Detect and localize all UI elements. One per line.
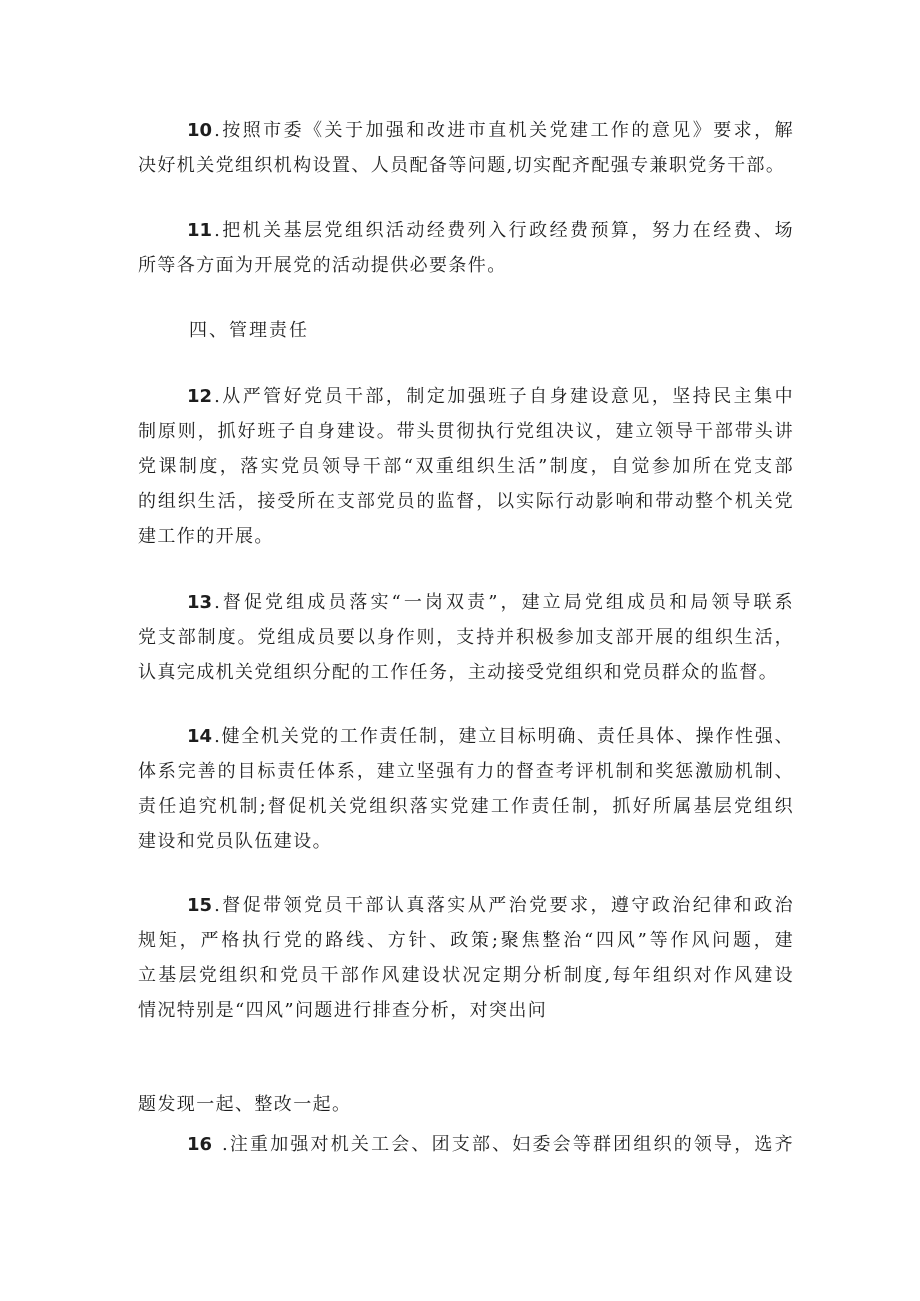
paragraph-10 [138, 113, 794, 183]
paragraph-13 [138, 585, 794, 690]
paragraph-16 [138, 1127, 794, 1162]
paragraph-line [138, 1127, 794, 1162]
paragraph-12 [138, 379, 794, 554]
item-number: 14 [187, 726, 213, 747]
line-text: 督促带领党员干部认真落实从严治党要求，遵守政治纪律和政治 [221, 895, 794, 916]
paragraph-line: 情况特别是“四风”问题进行排查分析，对突出问 [138, 1000, 548, 1021]
paragraph-15 [138, 888, 794, 1028]
paragraph-line: 15 .督促带领党员干部认真落实从严治党要求，遵守政治纪律和政治 [187, 895, 794, 916]
line-text: 健全机关党的工作责任制，建立目标明确、责任具体、操作性强、 [221, 726, 794, 747]
line-text: .注重加强对机关工会、团支部、妇委会等群团组织的领导，选齐 [214, 1134, 794, 1155]
item-number: 12 [187, 386, 213, 407]
paragraph-15-continuation [138, 1087, 794, 1122]
paragraph-line: 的组织生活，接受所在支部党员的监督，以实际行动影响和带动整个机关党 [138, 491, 794, 512]
paragraph-line: 12 .从严管好党员干部，制定加强班子自身建设意见，坚持民主集中 [187, 386, 794, 407]
line-text: 从严管好党员干部，制定加强班子自身建设意见，坚持民主集中 [221, 386, 794, 407]
paragraph-line: 所等各方面为开展党的活动提供必要条件。 [138, 255, 507, 276]
paragraph-line: 13 .督促党组成员落实“一岗双责”，建立局党组成员和局领导联系 [187, 592, 794, 613]
item-number: 16 [187, 1134, 213, 1155]
line-text: 督促党组成员落实“一岗双责”，建立局党组成员和局领导联系 [221, 592, 794, 613]
paragraph-line: 规矩，严格执行党的路线、方针、政策;聚焦整治“四风”等作风问题，建 [138, 930, 794, 951]
paragraph-line: 题发现一起、整改一起。 [138, 1094, 352, 1115]
paragraph-line: 10 .按照市委《关于加强和改进市直机关党建工作的意见》要求，解 [187, 120, 794, 141]
paragraph-line: 11 .把机关基层党组织活动经费列入行政经费预算，努力在经费、场 [187, 220, 794, 241]
paragraph-line: 体系完善的目标责任体系，建立坚强有力的督查考评机制和奖惩激励机制、 [138, 761, 794, 782]
line-text: 按照市委《关于加强和改进市直机关党建工作的意见》要求，解 [221, 120, 794, 141]
paragraph-line: 建设和党员队伍建设。 [138, 831, 332, 852]
paragraph-line: 立基层党组织和党员干部作风建设状况定期分析制度,每年组织对作风建设 [138, 965, 794, 986]
paragraph-line: 责任追究机制;督促机关党组织落实党建工作责任制，抓好所属基层党组织 [138, 796, 794, 817]
section-heading: 四、管理责任 [189, 320, 309, 341]
item-number: 10 [187, 120, 213, 141]
item-number: 11 [187, 220, 213, 241]
line-text: 把机关基层党组织活动经费列入行政经费预算，努力在经费、场 [221, 220, 794, 241]
paragraph-line: 认真完成机关党组织分配的工作任务，主动接受党组织和党员群众的监督。 [138, 662, 779, 683]
item-number: 13 [187, 592, 213, 613]
paragraph-11 [138, 213, 794, 283]
paragraph-14 [138, 719, 794, 859]
paragraph-line: 党课制度，落实党员领导干部“双重组织生活”制度，自觉参加所在党支部 [138, 456, 794, 477]
paragraph-line: 制原则，抓好班子自身建设。带头贯彻执行党组决议，建立领导干部带头讲 [138, 421, 794, 442]
item-number: 15 [187, 895, 213, 916]
paragraph-line: 决好机关党组织机构设置、人员配备等问题,切实配齐配强专兼职党务干部。 [138, 155, 786, 176]
paragraph-line: 党支部制度。党组成员要以身作则，支持并积极参加支部开展的组织生活， [138, 627, 794, 648]
paragraph-line: 14 .健全机关党的工作责任制，建立目标明确、责任具体、操作性强、 [187, 726, 794, 747]
paragraph-line: 建工作的开展。 [138, 526, 274, 547]
